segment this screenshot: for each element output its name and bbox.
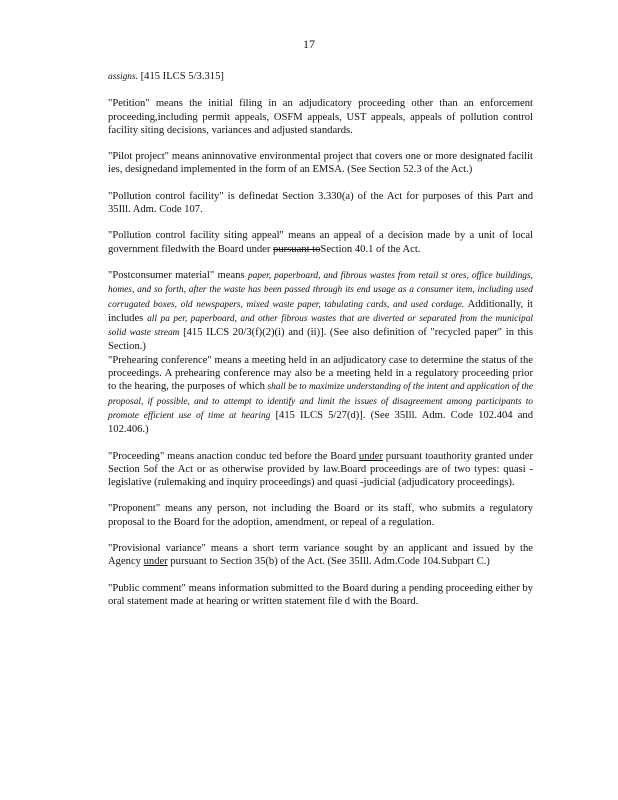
text-part: "Proceeding" means anaction conduc ted before the Board: [108, 450, 359, 462]
italic-statutory-text: assigns.: [108, 72, 138, 82]
text-part: "Prehearing conference" means a meeting held in an adjudicatory case to determine the status of the proceedings. A prehearing conference may also be a meeting held in a regulatory proceeding prior to the hearing, the purposes of which: [108, 354, 533, 393]
definition-prehearing-conference: [108, 354, 533, 437]
definition-postconsumer-material: [108, 269, 533, 354]
definition-siting-appeal: [108, 229, 533, 256]
definition-pilot-project: "Pilot project" means aninnovative environmental project that covers one or more designated facilit ies, designedand implemented in the form of an EMSA. (See Section 52.3 of the Act.): [108, 151, 533, 176]
italic-statutory-text: shall be to maximize understanding of the intent and application of the proposal, if possible, and to attempt to identify and limit the issues of disagreement among participants to promote efficient use of time at hearing: [108, 382, 533, 421]
definitions-body: [108, 70, 533, 621]
italic-statutory-text: all pa per, paperboard, and other fibrous wastes that are diverted or separated from the municipal solid waste stream: [108, 313, 534, 339]
definition-provisional-variance: [108, 542, 533, 569]
citation: [415 ILCS 20/3(f)(2)(i) and (ii)]. (See also definition of "recycled paper" in this Section.): [108, 327, 533, 353]
definition-proponent: "Proponent" means any person, not including the Board or its staff, who submits a regulatory proposal to the Board for the adoption, amendment, or repeal of a regulation.: [108, 503, 533, 528]
struck-text: pursuant to: [273, 243, 321, 255]
underlined-text: under: [143, 556, 168, 568]
citation: [415 ILCS 5/27(d)]. (See 35Ill. Adm. Code 102.404 and 102.406.): [108, 409, 533, 436]
text-part: pursuant to Section 35(b) of the Act. (See 35Ill. Adm.Code 104.Subpart C.): [167, 556, 490, 568]
text-part: "Provisional variance" means a short term variance sought by an applicant and issued by the Agency: [108, 543, 533, 568]
text-part: Section 40.1 of the Act.: [320, 243, 421, 255]
definition-assigns: [108, 70, 533, 84]
definition-petition: "Petition" means the initial filing in an adjudicatory proceeding other than an enforcement proceeding,including permit appeals, OSFM appeals, UST appeals, appeals of pollution control facility siting decisions, variances and adjusted standards.: [108, 98, 533, 136]
definition-pollution-control-facility: "Pollution control facility" is definedat Section 3.330(a) of the Act for purposes of this Part and 35Ill. Adm. Code 107.: [108, 190, 533, 216]
text-part: "Postconsumer material" means: [108, 269, 248, 281]
text-part: pursuant toauthority granted under Section 5of the Act or as otherwise provided by law.Board proceedings are of two types: quasi -legislative (rulemaking and inquiry proceedings) and quasi -judicial (adjudicatory proceedings).: [108, 450, 534, 489]
definition-proceeding: [108, 450, 533, 490]
citation: [415 ILCS 5/3.315]: [137, 71, 224, 82]
text-part: "Pollution control facility siting appeal" means an appeal of a decision made by a unit of local government filedwith the Board under: [108, 230, 533, 255]
definition-public-comment: "Public comment" means information submitted to the Board during a pending proceeding either by oral statement made at hearing or written statement file d with the Board.: [108, 582, 533, 607]
italic-statutory-text: paper, paperboard, and fibrous wastes from retail st ores, office buildings, homes, and so forth, after the waste has been passed through its end usage as a consumer item, including used corrugated boxes, old newspapers, mixed waste paper, tabulating cards, and used cordage.: [108, 270, 533, 310]
text-part: Additionally, it includes: [108, 298, 533, 324]
page-number: 17: [303, 37, 315, 51]
underlined-text: under: [358, 450, 384, 462]
